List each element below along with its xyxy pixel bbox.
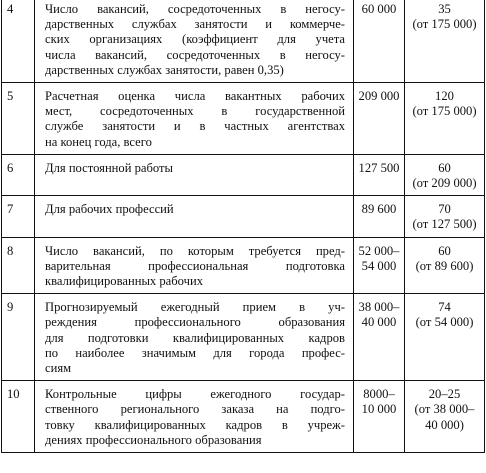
row-number: 7	[2, 196, 35, 237]
row-description	[35, 381, 354, 453]
table-row	[2, 294, 485, 381]
table-row	[2, 237, 485, 294]
row-number: 9	[2, 294, 35, 381]
description-line: дениях профессионального образования	[45, 432, 262, 447]
description-line: дарственных службах занятости, равен 0,35)	[45, 62, 284, 77]
row-value	[354, 294, 405, 381]
row-value	[354, 83, 405, 155]
description-line: квалифицированных рабочих	[45, 274, 203, 289]
share-line: (от 54 000)	[415, 315, 474, 330]
row-value	[354, 154, 405, 195]
row-value	[354, 381, 405, 453]
share-line: (от 38 000–	[414, 402, 475, 417]
row-share	[405, 0, 485, 83]
table-row	[2, 381, 485, 453]
share-line: 120	[435, 89, 454, 104]
row-number: 6	[2, 154, 35, 195]
row-share	[405, 83, 485, 155]
share-line: 74	[438, 300, 451, 315]
share-line: 20–25	[428, 387, 461, 402]
share-line: 35	[438, 2, 451, 16]
row-value	[354, 196, 405, 237]
description-line: реждения профессионального образования	[45, 315, 345, 330]
description-line: Расчетная оценка числа вакантных рабочих	[45, 89, 345, 104]
description-line: товку квалифицированных кадров в учреж-	[45, 417, 345, 432]
value-line: 40 000	[361, 315, 397, 330]
row-value	[354, 237, 405, 294]
row-number: 10	[2, 381, 35, 453]
description-line: службе занятости и в частных агентствах	[45, 119, 345, 134]
data-table	[1, 0, 485, 453]
description-line: сиям	[45, 361, 72, 376]
row-value	[354, 0, 405, 83]
description-line: дарственных службах занятости и коммерче-	[45, 17, 345, 32]
value-line: 10 000	[361, 402, 397, 417]
share-line: 40 000)	[425, 417, 464, 432]
row-description	[35, 83, 354, 155]
row-description	[35, 237, 354, 294]
value-line: 60 000	[361, 2, 397, 16]
row-share	[405, 196, 485, 237]
row-description	[35, 294, 354, 381]
value-line: 38 000–	[358, 300, 400, 315]
table-row	[2, 0, 485, 83]
row-share	[405, 154, 485, 195]
description-line: на конец года, всего	[45, 134, 152, 149]
row-share	[405, 294, 485, 381]
share-line: (от 175 000)	[412, 104, 477, 119]
value-line: 209 000	[358, 89, 400, 104]
description-line: ственного регионального заказа на подго-	[45, 402, 345, 417]
share-line: 60	[438, 160, 451, 175]
description-line: Прогнозируемый ежегодный прием в уч-	[45, 300, 345, 315]
row-description	[35, 0, 354, 83]
share-line: 70	[438, 202, 451, 217]
description-line: варительная профессиональная подготовка	[45, 258, 345, 273]
value-line: 89 600	[361, 202, 397, 217]
description-line: ских организациях (коэффициент для учета	[45, 32, 345, 47]
share-line: (от 175 000)	[412, 17, 477, 32]
table-row	[2, 83, 485, 155]
description-line: Число вакансий, по которым требуется пред-	[45, 243, 345, 258]
row-number: 8	[2, 237, 35, 294]
value-line: 8000–	[363, 387, 395, 402]
description-line: Для рабочих профессий	[45, 202, 174, 217]
description-line: по наиболее значимым для города профес-	[45, 345, 345, 360]
row-description	[35, 154, 354, 195]
description-line: Число вакансий, сосредоточенных в негосу-	[45, 2, 345, 16]
description-line: мест, сосредоточенных в государственной	[45, 104, 345, 119]
value-line: 54 000	[361, 258, 397, 273]
description-line: для подготовки квалифицированных кадров	[45, 330, 345, 345]
table-row	[2, 154, 485, 195]
row-share	[405, 381, 485, 453]
share-line: (от 127 500)	[412, 217, 477, 232]
share-line: (от 209 000)	[412, 176, 477, 191]
row-number: 5	[2, 83, 35, 155]
share-line: 60	[438, 243, 451, 258]
row-description	[35, 196, 354, 237]
table-row	[2, 196, 485, 237]
description-line: Для постоянной работы	[45, 160, 173, 175]
share-line: (от 89 600)	[415, 258, 474, 273]
value-line: 127 500	[358, 160, 400, 175]
description-line: числа вакансий, сосредоточенных в негосу-	[45, 47, 345, 62]
description-line: Контрольные цифры ежегодного государ-	[45, 387, 345, 402]
row-number: 4	[2, 0, 35, 83]
value-line: 52 000–	[358, 243, 400, 258]
row-share	[405, 237, 485, 294]
